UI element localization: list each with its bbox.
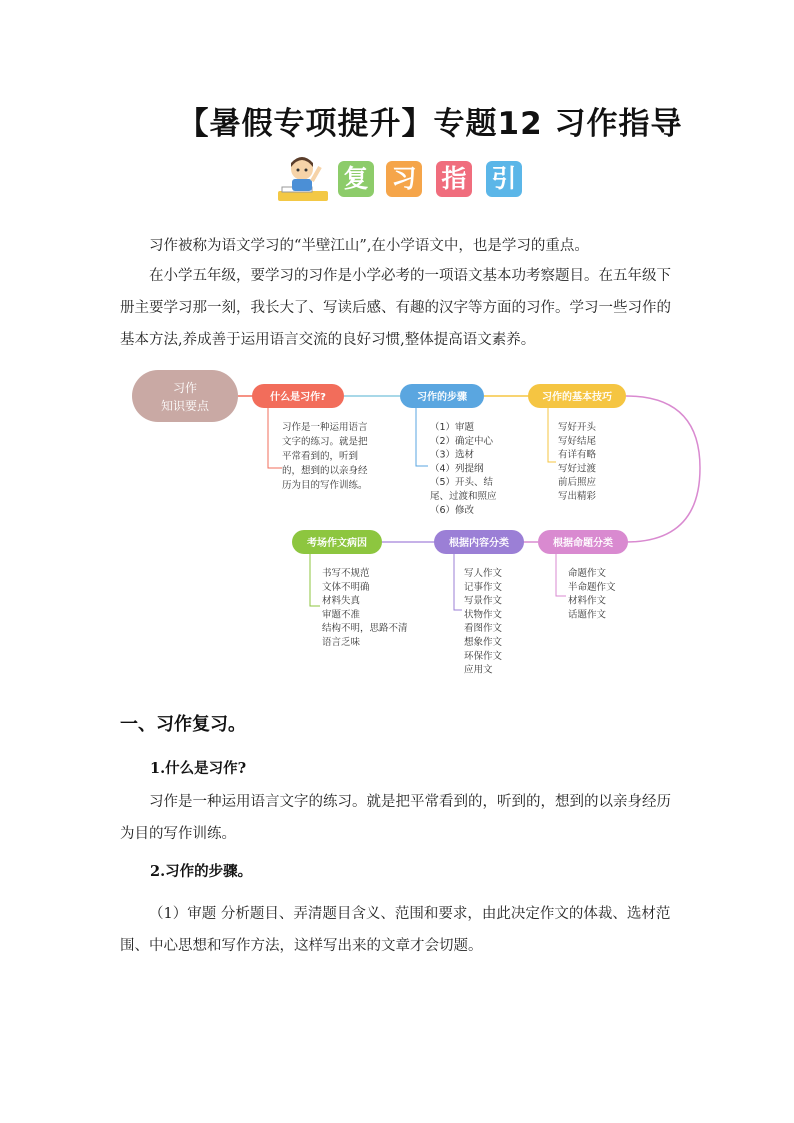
n3-detail-line: 写好开头 [558,422,597,433]
node-what-is-writing: 什么是习作? [270,392,326,403]
n5-detail-line: 状物作文 [464,609,503,621]
banner-tile-1: 复 [338,161,374,197]
n5-detail-line: 写人作文 [464,568,503,579]
node-basic-skills-details [558,421,597,502]
n2-detail-line: 尾、过渡和照应 [430,491,497,502]
n2-detail-line: （6）修改 [430,504,475,516]
mindmap-root-line-1: 习作 [172,381,198,395]
n6-detail-line: 语言乏味 [322,637,361,648]
banner-tile-2: 习 [386,161,422,197]
question-writing-steps: 2.习作的步骤。 [150,863,253,880]
n6-detail-line: 结构不明，思路不清 [322,623,408,635]
n3-detail-line: 前后照应 [558,477,597,489]
n2-detail-line: （4）列提纲 [430,463,484,475]
node-exam-problems-details [322,567,408,648]
banner-tile-4: 引 [486,161,522,197]
n3-detail-line: 有详有略 [558,449,597,461]
node-by-content-details [464,567,503,676]
node-exam-problems: 考场作文病因 [307,538,367,549]
n5-detail-line: 看图作文 [464,623,503,635]
node-by-content: 根据内容分类 [449,538,509,549]
answer-step-1-review-title: （1）审题 分析题目、弄清题目含义、范围和要求，由此决定作文的体裁、选材范围、中心思想和写作方法，这样写出来的文章才会切题。 [120,906,671,954]
n2-detail-line: （1）审题 [430,422,475,433]
n3-detail-line: 写好过渡 [558,463,597,475]
n1-detail-line: 平常看到的，听到 [282,451,359,462]
node-by-title: 根据命题分类 [553,538,613,549]
n6-detail-line: 书写不规范 [322,568,370,579]
n2-detail-line: （3）选材 [430,449,475,461]
banner-tile-3: 指 [436,161,472,197]
intro-paragraph-2: 在小学五年级，要学习的习作是小学必考的一项语文基本功考察题目。在五年级下册主要学习那一刻，我长大了、写读后感、有趣的汉字等方面的习作。学习一些习作的基本方法,养成善于运用语言交流的良好习惯,整体提高语文素养。 [120,268,671,348]
n1-detail-line: 的，想到的以亲身经 [282,465,368,477]
n6-detail-line: 材料失真 [322,595,361,607]
n4-detail-line: 半命题作文 [568,581,616,593]
page-title: 【暑假专项提升】专题12 习作指导 [177,106,683,142]
n1-detail-line: 习作是一种运用语言 [282,422,368,433]
node-writing-steps: 习作的步骤 [417,392,467,403]
node-writing-steps-details [430,421,497,516]
n5-detail-line: 写景作文 [464,595,503,607]
question-what-is-writing: 1.什么是习作? [150,760,247,777]
node-by-title-details [568,567,616,620]
n5-detail-line: 应用文 [464,664,493,676]
n3-detail-line: 写出精彩 [558,491,597,502]
mindmap-root-line-2: 知识要点 [160,399,210,413]
n5-detail-line: 环保作文 [464,650,503,662]
n1-detail-line: 历为目的写作训练。 [282,480,368,491]
n6-detail-line: 文体不明确 [322,581,370,593]
node-what-is-writing-details [282,421,368,491]
n4-detail-line: 话题作文 [568,609,607,621]
n1-detail-line: 文字的练习。就是把 [282,436,368,448]
node-basic-skills: 习作的基本技巧 [542,392,612,403]
n2-detail-line: （5）开头、结 [430,477,494,489]
intro-paragraph-1: 习作被称为语文学习的“半壁江山”,在小学语文中，也是学习的重点。 [149,238,589,254]
n5-detail-line: 想象作文 [464,637,503,648]
n3-detail-line: 写好结尾 [558,435,597,447]
n2-detail-line: （2）确定中心 [430,435,494,447]
n4-detail-line: 命题作文 [568,568,607,579]
n5-detail-line: 记事作文 [464,581,503,593]
answer-what-is-writing: 习作是一种运用语言文字的练习。就是把平常看到的，听到的，想到的以亲身经历为目的写作训练。 [120,794,671,842]
section-heading-review: 一、习作复习。 [120,714,246,735]
n4-detail-line: 材料作文 [568,595,607,607]
n6-detail-line: 审题不准 [322,609,361,621]
